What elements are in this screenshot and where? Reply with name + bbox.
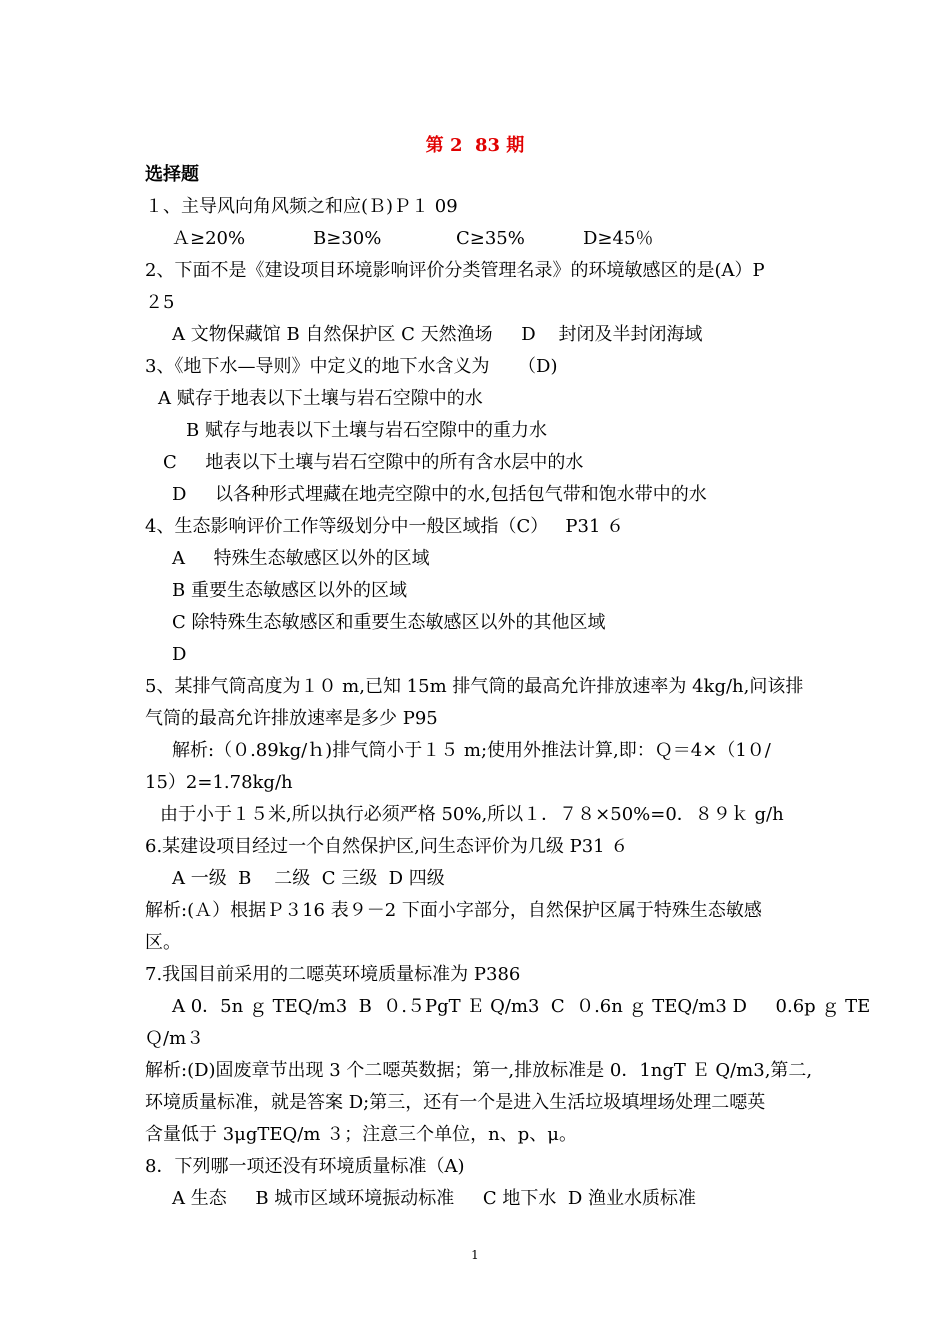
question-6: 6.某建设项目经过一个自然保护区,问生态评价为几级 P31 ６ [145,836,629,857]
question-7: 7.我国目前采用的二噁英环境质量标准为 P386 [145,964,521,985]
q3-option-a: A 赋存于地表以下土壤与岩石空隙中的水 [158,388,483,409]
q7-options-cont: Ｑ/m３ [145,1028,205,1049]
q7-analysis-end: 含量低于 3μgTEQ/m ３；注意三个单位，n、p、μ。 [145,1124,577,1145]
q6-options: A 一级 B 二级 C 三级 D 四级 [172,868,445,889]
q7-analysis-cont: 环境质量标准，就是答案 D;第三，还有一个是进入生活垃圾填埋场处理二噁英 [145,1092,766,1113]
question-4: 4、生态影响评价工作等级划分中一般区域指（C） P31 ６ [145,516,625,537]
q5-analysis-result: 由于小于１５米,所以执行必须严格 50%,所以１．７８×50%=0．８９ｋ g/h [160,804,784,825]
question-2-cont: ２5 [145,292,175,313]
q7-analysis: 解析:(D)固废章节出现 3 个二噁英数据；第一,排放标准是 0．1ngT Ｅ Q/m3,第二, [145,1060,813,1081]
q5-analysis: 解析:（０.89kg/ｈ)排气筒小于１５ m;使用外推法计算,即：Ｑ＝4×（1０/ [172,740,771,761]
issue-title: 第 2 83 期 [425,135,525,156]
q1-option-b: B≥30% [313,228,382,249]
question-1: １、主导风向角风频之和应(Ｂ)Ｐ１ 09 [145,196,458,217]
q4-option-c: C 除特殊生态敏感区和重要生态敏感区以外的其他区域 [172,612,606,633]
q4-option-b: B 重要生态敏感区以外的区域 [172,580,407,601]
q4-option-a: A 特殊生态敏感区以外的区域 [172,548,430,569]
question-5: 5、某排气筒高度为１０ m,已知 15m 排气筒的最高允许排放速率为 4kg/h,问该排 [145,676,804,697]
question-8: 8．下列哪一项还没有环境质量标准（A) [145,1156,465,1177]
q5-analysis-cont: 15）2=1.78kg/h [145,772,293,793]
q4-option-d: D [172,644,187,665]
question-2: 2、下面不是《建设项目环境影响评价分类管理名录》的环境敏感区的是(A）P [145,260,765,281]
q2-options: A 文物保藏馆 B 自然保护区 C 天然渔场 D 封闭及半封闭海域 [172,324,703,345]
page-number: 1 [471,1248,479,1262]
q6-analysis: 解析:(Ａ）根据Ｐ３16 表９－2 下面小字部分，自然保护区属于特殊生态敏感 [145,900,762,921]
question-5-cont: 气筒的最高允许排放速率是多少 P95 [145,708,438,729]
question-3: 3、《地下水—导则》中定义的地下水含义为 （D) [145,356,558,377]
q1-option-a: Ａ≥20% [172,228,246,249]
q1-option-d: D≥45％ [583,228,654,249]
q8-options: A 生态 B 城市区域环境振动标准 C 地下水 D 渔业水质标准 [172,1188,696,1209]
q3-option-b: B 赋存与地表以下土壤与岩石空隙中的重力水 [186,420,547,441]
q6-analysis-cont: 区。 [145,932,181,953]
section-heading: 选择题 [145,164,199,185]
q7-options: A 0．5n ｇ TEQ/m3 B ０.５PgT Ｅ Q/m3 C ０.6n ｇ TEQ/m3 D 0.6p ｇ TE [172,996,871,1017]
q1-option-c: C≥35% [456,228,525,249]
q3-option-c: C 地表以下土壤与岩石空隙中的所有含水层中的水 [163,452,584,473]
q3-option-d: D 以各种形式埋藏在地壳空隙中的水,包括包气带和饱水带中的水 [172,484,707,505]
